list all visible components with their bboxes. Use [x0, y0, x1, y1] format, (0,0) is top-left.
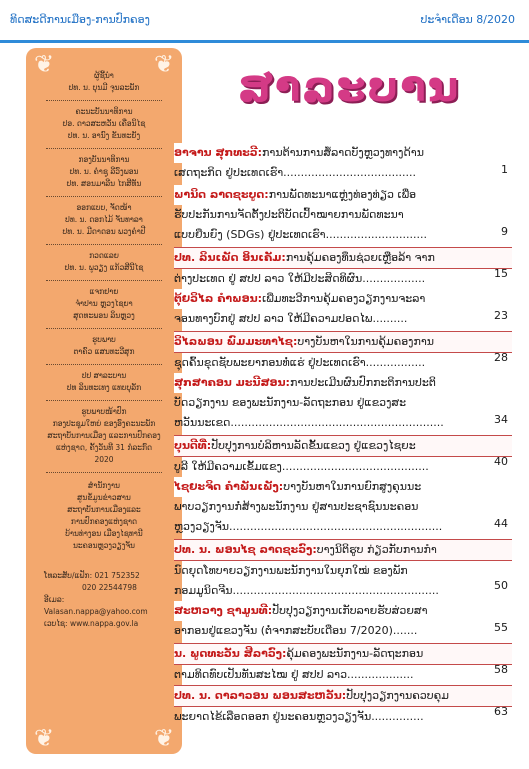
ornament-icon: ❦	[153, 50, 175, 78]
masthead-heading: ຄະນະບັນນາທິການ	[75, 107, 133, 116]
masthead-line: ຈຳປານ ຫຼວງໄຊຍາ	[75, 299, 133, 308]
phone-number: ໂທລະສັບ/ແຟັກ: 021 752352	[44, 571, 140, 580]
toc-continuation: ບູລີ ໃຫ້ມີຄວາມເຂັ້ມແຂງ..........................................	[174, 460, 429, 473]
email-address: Valasan.nappa@yahoo.com	[44, 607, 148, 616]
masthead-line: ປທ. ນ. ມີດາດອນ ພວງຄຳປີ	[62, 227, 146, 236]
toc-author: ປທ. ລິນເພັດ ອິນເຄັມ:	[174, 251, 286, 264]
issue-label: ປະຈຳເດືອນ 8/2020	[420, 13, 515, 26]
phone-number: 020 22544798	[82, 583, 137, 592]
toc-entry[interactable]	[174, 143, 512, 183]
toc-title: ເພີ່ມທະວີການຄຸ້ມຄອງວຽກງານຈະລາ	[262, 292, 426, 305]
toc-author: ບຸນດີທີ່:	[174, 439, 212, 452]
toc-author: ນ. ພູດທະວັນ ສີລາວົງ:	[174, 647, 287, 660]
toc-continuation: ແບບຍືນຍົງ (SDGs) ຢູ່ປະເທດເຮົາ.............................	[174, 228, 428, 241]
toc-page-number: 58	[494, 663, 508, 676]
toc-author: ປທ. ນ. ພອນໄຊ ລາດຊະວົງ:	[174, 543, 317, 556]
masthead-block	[26, 406, 182, 466]
header-bar	[0, 0, 529, 43]
toc-page-number: 44	[494, 517, 508, 530]
magazine-name: ທິດສະດີການເມືອງ-ການປົກຄອງ	[10, 13, 150, 26]
toc-entry[interactable]	[174, 477, 512, 537]
toc-title: ບາງບັນຫາໃນການຍົກສູງຄຸນນະ	[283, 480, 422, 493]
toc-entry[interactable]	[174, 643, 512, 685]
masthead-block	[26, 202, 182, 238]
toc-continuation: ຕ່າງປະເທດ ຢູ່ ສປປ ລາວ ໃຫ້ມີປະສິດທິຜົນ..................	[174, 272, 426, 285]
toc-page-number: 63	[494, 705, 508, 718]
toc-entry[interactable]	[174, 685, 512, 727]
toc-author: ສຸກສາຄອນ ມະນີສອນ:	[174, 376, 290, 389]
toc-entry[interactable]	[174, 435, 512, 477]
toc-entry[interactable]	[174, 247, 512, 289]
masthead-block	[26, 334, 182, 358]
toc-page-number: 28	[494, 351, 508, 364]
toc-title: ການພັດທະນາແຫຼ່ງທ່ອງທ່ຽວ ເພື່ອ	[268, 188, 417, 201]
website: ເວບໄຊ: www.nappa.gov.la	[44, 619, 139, 628]
toc-title: ການຕ້ານການສໍ້ລາດບັງຫຼວງທາງດ້ານ	[262, 146, 424, 159]
toc-page-number: 34	[494, 413, 508, 426]
masthead-block	[26, 106, 182, 142]
toc-continuation: ເສດຖະກິດ ຢູ່ປະເທດເຮົາ......................................	[174, 166, 417, 179]
toc-continuation: ນົດຍຸດໂທບາຍວຽກງານພະນັກງານໃນຍຸກໃໝ່ ຂອງພັກ	[174, 564, 408, 577]
toc-title: ຄຸ້ມຄອງພະນັກງານ-ລັດຖະກອນ	[286, 647, 424, 660]
masthead-block	[26, 250, 182, 274]
masthead-heading: ຜູ້ຊີ້ນຳ	[94, 71, 114, 80]
divider	[46, 328, 162, 329]
masthead-line: 2020	[94, 455, 114, 464]
toc-entry[interactable]	[174, 601, 512, 641]
masthead-block	[26, 154, 182, 190]
toc-title: ປັບປຸງການບໍລິຫານລັດຂັ້ນແຂວງ ຢູ່ແຂວງໄຊຍະ	[211, 439, 416, 452]
masthead-heading: ສຳນັກງານ	[88, 481, 120, 490]
masthead-line: ປທ ລິນທະເທງ ແທບບຸລັກ	[66, 383, 142, 392]
toc-page-number: 23	[494, 309, 508, 322]
masthead-heading: ປປ ສາລະບານ	[81, 371, 127, 380]
masthead-line: ການປົກຄອງແຫ່ງຊາດ	[70, 517, 138, 526]
masthead-heading: ຮູບພາບ	[92, 335, 116, 344]
toc-entry[interactable]	[174, 331, 512, 373]
email-label: ອີເມລ:	[44, 595, 65, 604]
toc-continuation: ພາບວຽກງານກໍ່ສ້າງພະນັກງານ ຢູ່ສານປະຊາຊົນນະຄອນ	[174, 500, 419, 513]
masthead-block	[26, 480, 182, 552]
toc-title: ປັບປຸງວຽກງານເກັບລາຍຮັບສ່ວຍສາ	[272, 604, 428, 617]
masthead-line: ປທ. ນ. ອານົງ ຂັນທະຍັງ	[67, 131, 141, 140]
toc-continuation: ອາກອນຢູ່ແຂວງຈັນ (ຕໍ່ຈາກສະບັບເດືອນ 7/2020).......	[174, 624, 418, 637]
toc-continuation: ຮັບປະກັນການຈັດຕັ້ງປະຕິບັດເປົ້າໝາຍການພັດທະນາ	[174, 208, 404, 221]
masthead-line: ສະຖາບັນການເມືອງແລະ	[67, 505, 141, 514]
masthead-line: ສູນຂໍ້ມູນຂ່າວສານ	[77, 493, 131, 502]
toc-page-number: 9	[501, 225, 508, 238]
toc-page-number: 50	[494, 579, 508, 592]
masthead-heading: ຮູບພາບໜ້າປົກ	[81, 407, 127, 416]
masthead-line: ປທ. ນ. ບຸນມີ ຈຸນລະພັກ	[68, 83, 140, 92]
toc-page-number: 55	[494, 621, 508, 634]
masthead-line: ປທ. ສອນມາລີນ ໄກສີທັນ	[66, 179, 142, 188]
divider	[46, 196, 162, 197]
toc-author: ພານິດ ລາດຊະບູດ:	[174, 188, 269, 201]
masthead-panel	[26, 48, 182, 754]
masthead-heading: ອອກແບບ, ຈັດໜ້າ	[76, 203, 132, 212]
masthead-line: ປທ. ນ. ຄຳຊູ ລີວົງພອນ	[69, 167, 139, 176]
ornament-icon: ❦	[33, 724, 55, 752]
masthead-line: ກອງປະຊຸມໃຫຍ່ ຂອງອົງຄະນະພັກ	[52, 419, 156, 428]
toc-entry[interactable]	[174, 373, 512, 433]
masthead-block	[26, 286, 182, 322]
toc-continuation: ກອມມູນິດຈີນ...........................................................	[174, 584, 439, 597]
divider	[46, 148, 162, 149]
toc-continuation: ຕາມທິດທົບເປັນທັນສະໄໝ ຢູ່ ສປປ ລາວ...................	[174, 668, 414, 681]
masthead-line: ຕາຄົວ ແສນທະວີສຸກ	[73, 347, 135, 356]
toc-author: ວິໄລພອນ ພົມມະທາໄຊ:	[174, 335, 298, 348]
toc-entry[interactable]	[174, 539, 512, 601]
masthead-line: ນະຄອນຫຼວງວຽງຈັນ	[72, 541, 135, 550]
masthead-heading: ແຈກຢາຍ	[89, 287, 119, 296]
toc-page-number: 40	[494, 455, 508, 468]
toc-continuation: ຫຼວງວຽງຈັນ.............................................................	[174, 520, 443, 533]
toc-entry[interactable]	[174, 185, 512, 245]
ornament-icon: ❦	[33, 50, 55, 78]
toc-author: ໄຊຍະຈິດ ຄຳພັນເພັງ:	[174, 480, 284, 493]
divider	[46, 472, 162, 473]
toc-author: ປທ. ນ. ດາລາວອນ ພອນສະຫວັນ:	[174, 689, 347, 702]
masthead-block	[26, 370, 182, 394]
masthead-line: ປທ. ນ. ດອກໄມ້ ຈັນທາລາ	[65, 215, 143, 224]
masthead-heading: ກວດແລຍ	[89, 251, 119, 260]
contact-block	[26, 570, 182, 630]
divider	[46, 364, 162, 365]
toc-title: ການປະເມີນຜົນປົກກະຕິການປະຕິ	[289, 376, 436, 389]
page-title: ສາລະບານ	[238, 62, 461, 111]
masthead-line: ສຸດທະພອນ ລິນຫຼວງ	[73, 311, 135, 320]
toc-author: ສະຫວາງ ຊາມູນທີ:	[174, 604, 273, 617]
toc-title: ບາງບັນຫາໃນການຄຸ້ມຄອງການ	[297, 335, 435, 348]
divider	[46, 280, 162, 281]
toc-title: ການຄຸ້ມຄອງທຶນຊ່ວຍເຫຼືອລ້າ ຈາກ	[285, 251, 435, 264]
toc-continuation: ພະຍາດໄຂ້ເລືອດອອກ ຢູ່ນະຄອນຫຼວງວຽງຈັນ...............	[174, 710, 424, 723]
toc-author: ຕຸ້ຍວິໄລ ຄຳພອນ:	[174, 292, 263, 305]
toc-continuation: ຫວັນນະເຂດ.............................................................	[174, 416, 444, 429]
masthead-line: ປທ. ນ. ພູວຽງ ແກ້ວສີນີໄຊ	[64, 263, 144, 272]
toc-page-number: 15	[494, 267, 508, 280]
toc-continuation: ບັດວຽກງານ ຂອງພະນັກງານ-ລັດຖະກອນ ຢູ່ແຂວງສະ	[174, 396, 407, 409]
toc-continuation: ຈອນທາງບົກຢູ່ ສປປ ລາວ ໃຫ້ມີຄວາມປອດໄພ..........	[174, 312, 408, 325]
divider	[46, 244, 162, 245]
divider	[46, 400, 162, 401]
masthead-line: ແຫ່ງຊາດ, ຄັ້ງວັນທີ 31 ກໍລະກົດ	[55, 443, 153, 452]
masthead-line: ປອ. ດາວສະຫວັນ ເຄືອນິໄຊ	[62, 119, 146, 128]
toc-continuation: ຊຸດຄົ້ນຂຸດຊັບພະຍາກອນທໍ່ແຮ່ ຢູ່ປະເທດເຮົາ.................	[174, 356, 426, 369]
masthead-block	[26, 70, 182, 94]
toc-author: ອາຈານ ສຸກທະວີ:	[174, 146, 263, 159]
masthead-heading: ກອງບັນນາທິການ	[78, 155, 130, 164]
toc-entry[interactable]	[174, 289, 512, 329]
masthead-line: ບ້ານທ່າງອນ ເມືອງໄຊທານີ	[65, 529, 143, 538]
masthead-line: ສະຖາບັນການເມືອງ ແລະການປົກຄອງ	[47, 431, 161, 440]
toc-title: ບາງນິຕິຮູບ ກ່ຽວກັບການກຳ	[316, 543, 437, 556]
divider	[46, 100, 162, 101]
ornament-icon: ❦	[153, 724, 175, 752]
toc-page-number: 1	[501, 163, 508, 176]
toc-title: ປັບປຸງວຽກງານຄວບຄຸມ	[346, 689, 449, 702]
